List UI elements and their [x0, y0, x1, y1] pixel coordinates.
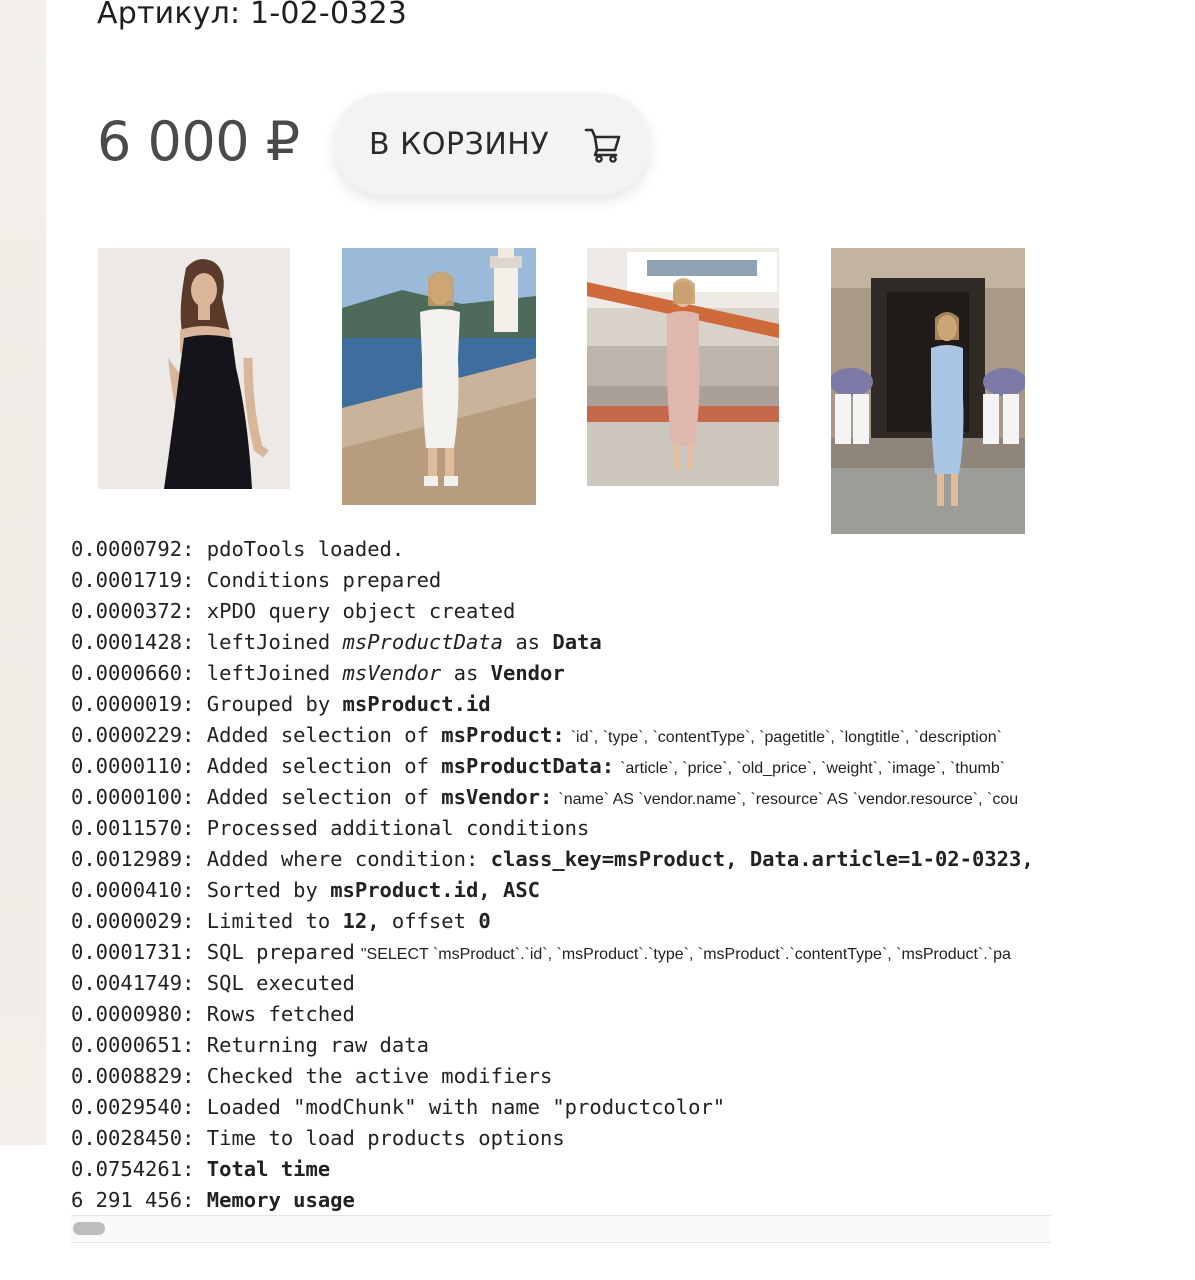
- log-text: "SELECT `msProduct`.`id`, `msProduct`.`type`, `msProduct`.`contentType`, `msProduct`.`pa: [360, 946, 1011, 963]
- log-time: 0.0000019:: [71, 692, 207, 716]
- dress: [420, 309, 460, 448]
- log-time: 0.0000410:: [71, 878, 207, 902]
- log-time: 0.0000980:: [71, 1002, 207, 1026]
- log-text: 0: [478, 909, 491, 933]
- photo-woman-white-dress-lighthouse-icon: [342, 248, 536, 505]
- log-line: [71, 968, 1051, 999]
- log-text: Memory usage: [206, 1188, 355, 1212]
- log-line: [71, 565, 1051, 596]
- log-line: [71, 875, 1051, 906]
- log-text: as: [441, 661, 491, 685]
- log-text: leftJoined: [206, 661, 343, 685]
- log-text: offset: [379, 909, 479, 933]
- log-time: 0.0000651:: [71, 1033, 207, 1057]
- log-text: Added selection of: [206, 754, 442, 778]
- log-text: Rows fetched: [206, 1002, 355, 1026]
- log-text: Processed additional conditions: [206, 816, 590, 840]
- log-line: [71, 627, 1051, 658]
- log-text: xPDO query object created: [206, 599, 516, 623]
- photo-woman-pink-dress-stairs-icon: [587, 248, 779, 486]
- log-line: [71, 1123, 1051, 1154]
- add-to-cart-label: В КОРЗИНУ: [369, 126, 550, 162]
- log-text: as: [502, 630, 553, 654]
- log-text: Data: [552, 630, 602, 654]
- log-text: Checked the active modifiers: [206, 1064, 553, 1088]
- log-text: SQL executed: [206, 971, 355, 995]
- log-text: pdoTools loaded.: [206, 537, 405, 561]
- log-text: msProduct.id: [342, 692, 491, 716]
- log-time: 0.0041749:: [71, 971, 207, 995]
- log-text: msProductData: [342, 630, 503, 654]
- log-text: Added where condition:: [206, 847, 491, 871]
- log-text: Added selection of: [206, 785, 442, 809]
- log-line: [71, 937, 1051, 968]
- log-text: class_key=msProduct, Data.article=1-02-0323,: [490, 847, 1034, 871]
- log-line: [71, 751, 1051, 782]
- log-line: [71, 658, 1051, 689]
- log-text: SQL prepared: [206, 940, 355, 964]
- log-time: 0.0000110:: [71, 754, 207, 778]
- log-text: Sorted by: [206, 878, 331, 902]
- log-line: [71, 999, 1051, 1030]
- log-time: 0.0001731:: [71, 940, 207, 964]
- log-text: 12,: [342, 909, 380, 933]
- log-text: Conditions prepared: [206, 568, 442, 592]
- log-time: 0.0000372:: [71, 599, 207, 623]
- log-time: 0.0001428:: [71, 630, 207, 654]
- photo-woman-blue-dress-doorway-icon: [831, 248, 1025, 534]
- log-time: 0.0008829:: [71, 1064, 207, 1088]
- log-text: `article`, `price`, `old_price`, `weight`, `image`, `thumb`: [620, 760, 1006, 777]
- log-line: [71, 1154, 1051, 1185]
- log-text: Time to load products options: [206, 1126, 565, 1150]
- log-text: Loaded "modChunk" with name "productcolor": [206, 1095, 726, 1119]
- log-time: 0.0028450:: [71, 1126, 207, 1150]
- log-time: 0.0754261:: [71, 1157, 207, 1181]
- log-text: msVendor: [342, 661, 442, 685]
- log-line: [71, 906, 1051, 937]
- log-time: 0.0012989:: [71, 847, 207, 871]
- photo-woman-black-dress-icon: [98, 248, 290, 489]
- log-time: 0.0000100:: [71, 785, 207, 809]
- log-time: 0.0000792:: [71, 537, 207, 561]
- log-text: msProductData:: [441, 754, 615, 778]
- log-line: [71, 1061, 1051, 1092]
- page-side-background: [0, 0, 46, 1145]
- product-price: 6 000 ₽: [97, 110, 300, 173]
- scrollbar-thumb[interactable]: [73, 1222, 105, 1235]
- log-time: 0.0001719:: [71, 568, 207, 592]
- log-line: [71, 1030, 1051, 1061]
- log-text: msProduct.id, ASC: [330, 878, 541, 902]
- gallery-thumb-1[interactable]: [98, 248, 290, 489]
- log-text: Limited to: [206, 909, 343, 933]
- log-time: 0.0000029:: [71, 909, 207, 933]
- log-text: leftJoined: [206, 630, 343, 654]
- gallery-thumb-4[interactable]: [831, 248, 1025, 534]
- log-line: [71, 596, 1051, 627]
- log-text: `name` AS `vendor.name`, `resource` AS `vendor.resource`, `cou: [558, 791, 1019, 808]
- log-text: Total time: [206, 1157, 331, 1181]
- add-to-cart-button[interactable]: [333, 93, 651, 195]
- log-time: 0.0029540:: [71, 1095, 207, 1119]
- log-line: [71, 1185, 1051, 1216]
- log-line: [71, 813, 1051, 844]
- log-text: Added selection of: [206, 723, 442, 747]
- log-text: msVendor:: [441, 785, 553, 809]
- log-line: [71, 720, 1051, 751]
- log-line: [71, 782, 1051, 813]
- log-time: 0.0011570:: [71, 816, 207, 840]
- log-line: [71, 844, 1051, 875]
- gallery-thumb-2[interactable]: [342, 248, 536, 505]
- product-article: Артикул: 1-02-0323: [97, 0, 408, 31]
- log-text: Vendor: [490, 661, 565, 685]
- log-text: Grouped by: [206, 692, 343, 716]
- shopping-cart-icon: [583, 124, 623, 164]
- log-time: 0.0000660:: [71, 661, 207, 685]
- log-text: msProduct:: [441, 723, 565, 747]
- log-text: `id`, `type`, `contentType`, `pagetitle`, `longtitle`, `description`: [570, 729, 1002, 746]
- log-line: [71, 1092, 1051, 1123]
- log-line: [71, 689, 1051, 720]
- log-horizontal-scrollbar[interactable]: [71, 1215, 1051, 1243]
- dress: [931, 345, 964, 474]
- dress: [667, 311, 700, 446]
- pdotools-debug-log: [71, 534, 1051, 1216]
- log-line: [71, 534, 1051, 565]
- log-text: Returning raw data: [206, 1033, 429, 1057]
- log-time: 0.0000229:: [71, 723, 207, 747]
- gallery-thumb-3[interactable]: [587, 248, 779, 486]
- log-time: 6 291 456:: [71, 1188, 207, 1212]
